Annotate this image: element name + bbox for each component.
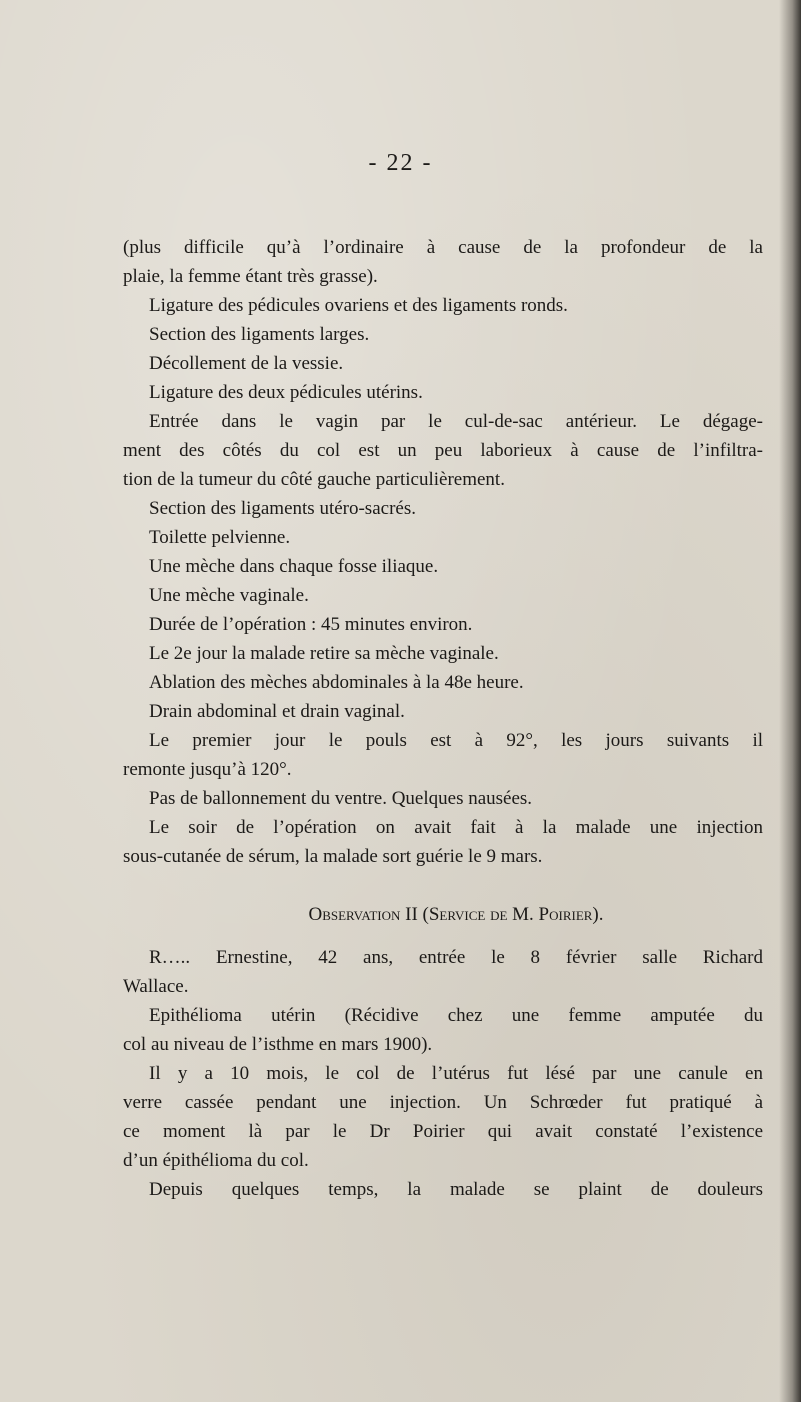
text-line: Section des ligaments larges. [149,324,370,345]
text-line: Le 2e jour la malade retire sa mèche vaginale. [149,643,499,664]
text-line: ment des côtés du col est un peu laborieux à cause de l’infiltra- [123,440,763,461]
spacer [123,871,763,900]
text-line: Drain abdominal et drain vaginal. [149,701,405,722]
text-line: d’un épithélioma du col. [123,1150,309,1171]
text-line: sous-cutanée de sérum, la malade sort guérie le 9 mars. [123,846,543,867]
text-line: Entrée dans le vagin par le cul-de-sac antérieur. Le dégage- [149,411,763,432]
text-line: Toilette pelvienne. [149,527,291,548]
spacer [123,929,763,943]
text-line: col au niveau de l’isthme en mars 1900). [123,1034,433,1055]
text-line: Une mèche dans chaque fosse iliaque. [149,556,439,577]
text-line: Le premier jour le pouls est à 92°, les jours suivants il [149,730,763,751]
text-line: Décollement de la vessie. [149,353,344,374]
text-line: Il y a 10 mois, le col de l’utérus fut lésé par une canule en [149,1063,763,1084]
text-line: remonte jusqu’à 120°. [123,759,292,780]
page-edge-shadow [779,0,801,1402]
text-line: R….. Ernestine, 42 ans, entrée le 8 février salle Richard [149,947,763,968]
text-line: verre cassée pendant une injection. Un Schrœder fut pratiqué à [123,1092,763,1113]
text-line: Pas de ballonnement du ventre. Quelques nausées. [149,788,533,809]
text-line: Durée de l’opération : 45 minutes environ. [149,614,473,635]
text-line: Ligature des deux pédicules utérins. [149,382,423,403]
observation-heading: Observation II (Service de M. Poirier). [308,904,604,925]
body-text [123,233,763,1204]
text-line: Depuis quelques temps, la malade se plaint de douleurs [149,1179,763,1200]
text-line: Le soir de l’opération on avait fait à la malade une injection [149,817,763,838]
text-line: Wallace. [123,976,189,997]
text-line: Epithélioma utérin (Récidive chez une femme amputée du [149,1005,763,1026]
text-line: Section des ligaments utéro-sacrés. [149,498,416,519]
page-number: - 22 - [368,150,433,176]
text-line: ce moment là par le Dr Poirier qui avait constaté l’existence [123,1121,763,1142]
text-line: plaie, la femme étant très grasse). [123,266,378,287]
text-line: Ablation des mèches abdominales à la 48e heure. [149,672,524,693]
text-line: (plus difficile qu’à l’ordinaire à cause de la profondeur de la [123,237,763,258]
text-line: tion de la tumeur du côté gauche particulièrement. [123,469,505,490]
text-line: Ligature des pédicules ovariens et des ligaments ronds. [149,295,568,316]
text-line: Une mèche vaginale. [149,585,309,606]
